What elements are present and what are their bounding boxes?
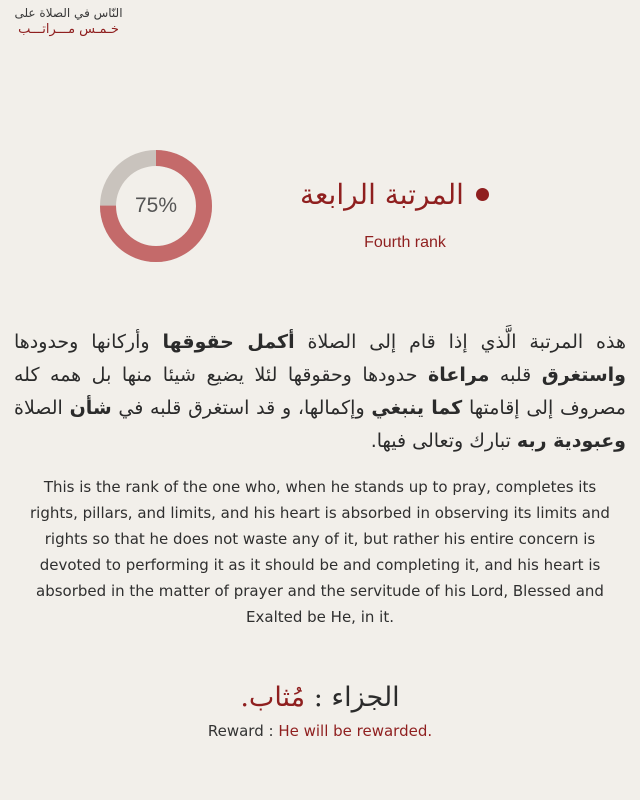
desc-ar-text: قلبه bbox=[489, 364, 542, 386]
desc-ar-emphasis: كما ينبغي bbox=[371, 397, 463, 419]
series-title-line1: النّاس في الصلاة على bbox=[14, 6, 123, 20]
desc-ar-text: الصلاة bbox=[14, 397, 70, 419]
progress-percent-label: 75% bbox=[134, 194, 178, 217]
description-arabic bbox=[14, 326, 626, 458]
desc-ar-emphasis: أكمل حقوقها bbox=[162, 331, 295, 353]
description-english: This is the rank of the one who, when he stands up to pray, completes its rights, pillars, and limits, and his heart is absorbed in observing its limits and rights so that he does not waste any of it, but rather his entire concern is devoted to performing it as it should be and completing it, and his heart is absorbed in the matter of prayer and the servitude of his Lord, Blessed and Exalted be He, in it. bbox=[30, 478, 610, 626]
desc-ar-emphasis: وعبودية ربه bbox=[516, 430, 626, 452]
rank-title-english: Fourth rank bbox=[364, 234, 446, 251]
desc-ar-text: حدودها وحقوقها لئلا يضيع شيئا منها بل همه كله مصروف إلى إقامتها bbox=[14, 364, 626, 419]
desc-ar-text: وأركانها وحدودها bbox=[14, 331, 163, 353]
reward-arabic-label: الجزاء : bbox=[305, 682, 400, 713]
desc-ar-emphasis: مراعاة bbox=[428, 364, 490, 386]
reward-english bbox=[0, 722, 640, 740]
series-title-line2: خـمـس مـــراتـــب bbox=[18, 22, 119, 37]
desc-ar-text: وإكمالها، و قد استغرق قلبه في bbox=[111, 397, 372, 419]
reward-arabic-value: مُثاب. bbox=[240, 682, 306, 713]
series-title bbox=[6, 6, 131, 37]
desc-ar-text: تبارك وتعالى فيها. bbox=[370, 430, 517, 452]
reward-arabic bbox=[0, 682, 640, 713]
desc-ar-text: هذه المرتبة الَّذي إذا قام إلى الصلاة bbox=[294, 331, 627, 353]
bullet-dot-icon bbox=[476, 188, 489, 201]
rank-heading bbox=[300, 178, 530, 211]
reward-english-value: He will be rewarded. bbox=[278, 722, 433, 740]
rank-title-arabic: المرتبة الرابعة bbox=[300, 178, 464, 211]
desc-ar-emphasis: شأن bbox=[69, 397, 112, 419]
reward-english-label: Reward : bbox=[207, 722, 279, 740]
desc-ar-emphasis: واستغرق bbox=[541, 364, 626, 386]
